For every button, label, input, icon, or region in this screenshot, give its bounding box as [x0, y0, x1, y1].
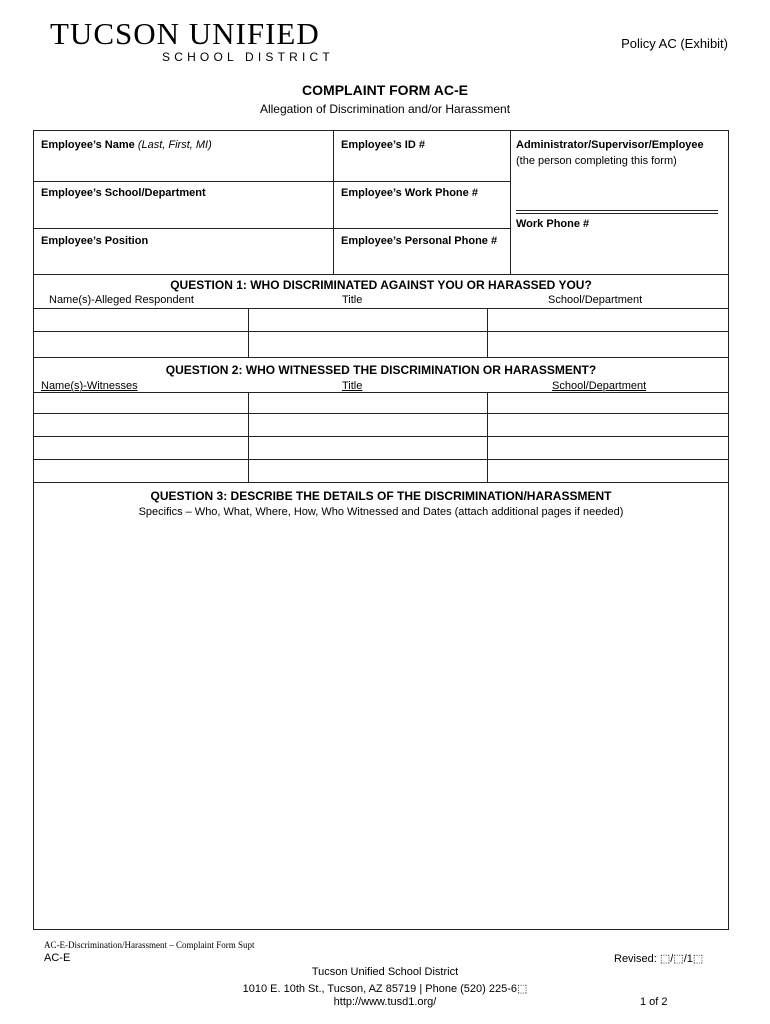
- signature-line: [516, 213, 718, 214]
- q2-row4-school-input[interactable]: [488, 460, 728, 481]
- q2-row3-title-input[interactable]: [249, 437, 486, 458]
- q2-row1-title-input[interactable]: [249, 393, 486, 412]
- employee-name-label: Employee’s Name: [41, 139, 135, 151]
- q1-col-title: Title: [342, 294, 363, 306]
- divider: [33, 274, 729, 275]
- admin-hint: (the person completing this form): [516, 155, 677, 167]
- divider: [33, 482, 729, 483]
- divider: [510, 130, 511, 274]
- admin-work-phone-field[interactable]: Work Phone #: [516, 218, 590, 230]
- district-logo-subtitle: SCHOOL DISTRICT: [162, 50, 334, 64]
- footer-page-number: 1 of 2: [640, 996, 668, 1008]
- school-department-field[interactable]: Employee’s School/Department: [41, 187, 206, 199]
- q2-col-title: Title: [342, 380, 363, 392]
- form-title: COMPLAINT FORM AC-E: [302, 82, 468, 98]
- q2-row2-school-input[interactable]: [488, 414, 728, 435]
- admin-name-field[interactable]: Administrator/Supervisor/Employee: [516, 139, 704, 151]
- q1-row1-name-input[interactable]: [34, 309, 247, 330]
- q2-row2-title-input[interactable]: [249, 414, 486, 435]
- q1-row2-school-input[interactable]: [488, 332, 728, 356]
- position-field[interactable]: Employee’s Position: [41, 235, 149, 247]
- question3-subheading: Specifics – Who, What, Where, How, Who Witnessed and Dates (attach additional pages if needed): [138, 506, 624, 518]
- q2-col-school: School/Department: [552, 380, 647, 392]
- q2-row1-school-input[interactable]: [488, 393, 728, 412]
- q2-row3-school-input[interactable]: [488, 437, 728, 458]
- q2-row2-name-input[interactable]: [34, 414, 247, 435]
- q2-row3-name-input[interactable]: [34, 437, 247, 458]
- footer-doc-ref: AC-E-Discrimination/Harassment – Complaint Form Supt: [44, 940, 255, 950]
- question3-heading: QUESTION 3: DESCRIBE THE DETAILS OF THE DISCRIMINATION/HARASSMENT: [150, 489, 612, 503]
- divider: [33, 181, 510, 182]
- q2-row4-title-input[interactable]: [249, 460, 486, 481]
- employee-id-field[interactable]: Employee’s ID #: [341, 139, 425, 151]
- q2-row1-name-input[interactable]: [34, 393, 247, 412]
- q1-row1-school-input[interactable]: [488, 309, 728, 330]
- work-phone-field[interactable]: Employee’s Work Phone #: [341, 187, 478, 199]
- q2-row4-name-input[interactable]: [34, 460, 247, 481]
- footer-revised: Revised: ⬚/⬚/1⬚: [614, 953, 704, 965]
- q1-row1-title-input[interactable]: [249, 309, 486, 330]
- q1-col-school: School/Department: [548, 294, 643, 306]
- divider: [333, 130, 334, 274]
- district-logo: TUCSON UNIFIED: [50, 16, 320, 51]
- q1-row2-title-input[interactable]: [249, 332, 486, 356]
- question1-heading: QUESTION 1: WHO DISCRIMINATED AGAINST YOU OR HARASSED YOU?: [170, 278, 592, 292]
- form-subtitle: Allegation of Discrimination and/or Harassment: [259, 102, 511, 116]
- q1-col-name: Name(s)-Alleged Respondent: [49, 294, 194, 306]
- details-textarea[interactable]: [34, 524, 728, 929]
- footer-address: 1010 E. 10th St., Tucson, AZ 85719 | Phone (520) 225-6⬚: [242, 983, 528, 995]
- footer-code: AC-E: [44, 952, 71, 964]
- employee-name-hint: (Last, First, MI): [137, 139, 212, 151]
- footer-org: Tucson Unified School District: [311, 966, 459, 978]
- question2-heading: QUESTION 2: WHO WITNESSED THE DISCRIMINATION OR HARASSMENT?: [165, 363, 597, 377]
- employee-name-field[interactable]: [41, 139, 212, 151]
- policy-label: Policy AC (Exhibit): [621, 36, 728, 51]
- q1-row2-name-input[interactable]: [34, 332, 247, 356]
- signature-line: [516, 210, 718, 211]
- q2-col-name: Name(s)-Witnesses: [41, 380, 138, 392]
- divider: [33, 228, 510, 229]
- personal-phone-field[interactable]: Employee’s Personal Phone #: [341, 235, 498, 247]
- divider: [33, 357, 729, 358]
- footer-url[interactable]: http://www.tusd1.org/: [333, 996, 437, 1008]
